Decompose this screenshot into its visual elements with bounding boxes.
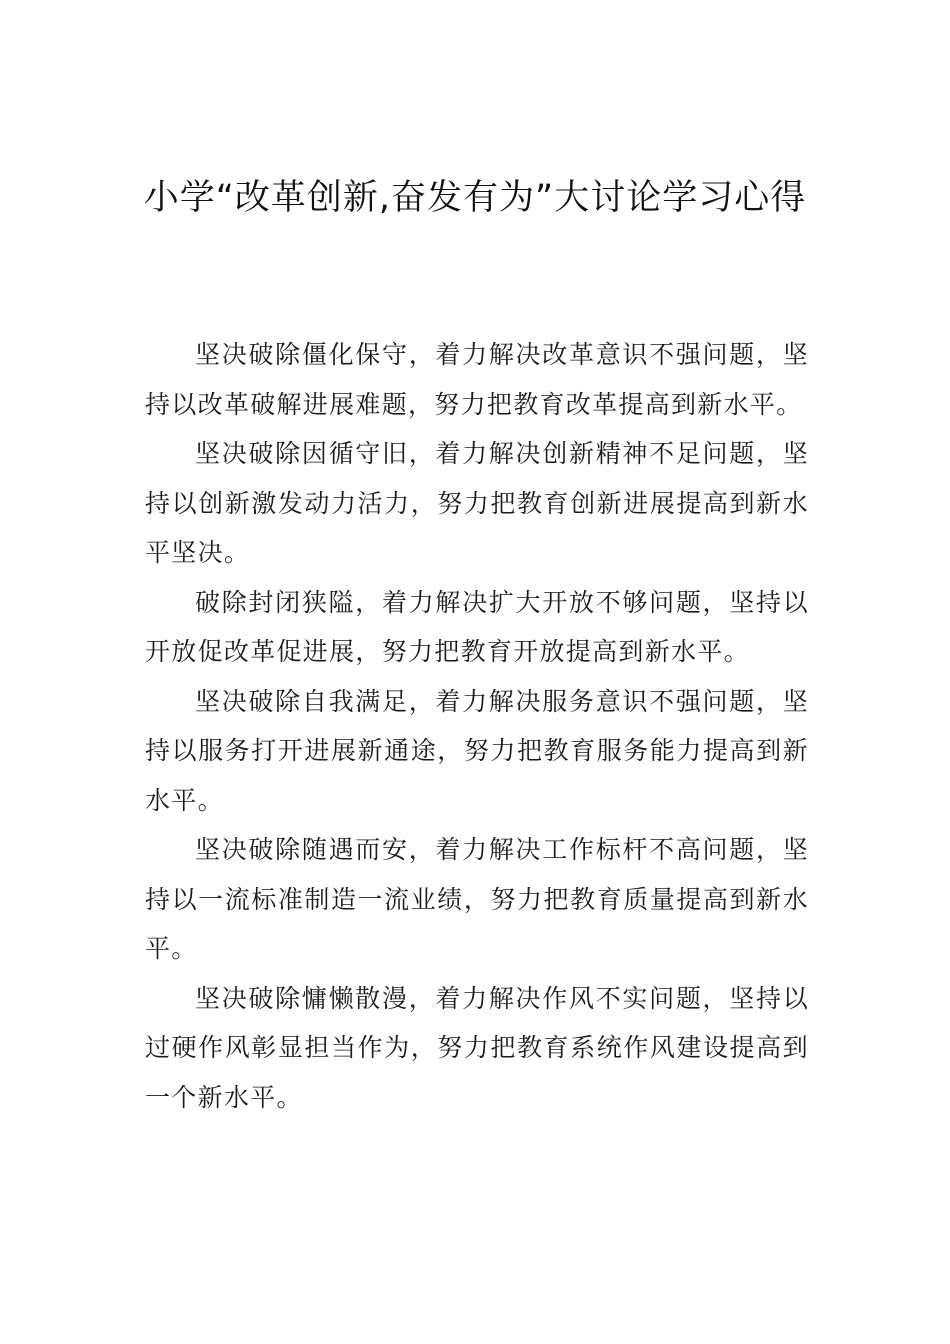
paragraph-6: 坚决破除慵懒散漫，着力解决作风不实问题，坚持以过硬作风彰显担当作为，努力把教育系统作风建设提高到一个新水平。 [145,983,809,1112]
paragraph-3: 破除封闭狭隘，着力解决扩大开放不够问题，坚持以开放促改革促进展，努力把教育开放提高到新水平。 [145,587,809,666]
paragraph-1: 坚决破除僵化保守，着力解决改革意识不强问题，坚持以改革破解进展难题，努力把教育改革提高到新水平。 [145,340,809,419]
paragraph-4: 坚决破除自我满足，着力解决服务意识不强问题，坚持以服务打开进展新通途，努力把教育服务能力提高到新水平。 [145,686,809,815]
paragraph-2: 坚决破除因循守旧，着力解决创新精神不足问题，坚持以创新激发动力活力，努力把教育创新进展提高到新水平坚决。 [145,439,809,567]
document-body [145,330,809,1122]
document-title: 小学“改革创新,奋发有为”大讨论学习心得 [143,178,807,218]
paragraph-5: 坚决破除随遇而安，着力解决工作标杆不高问题，坚持以一流标准制造一流业绩，努力把教育质量提高到新水平。 [145,835,809,963]
